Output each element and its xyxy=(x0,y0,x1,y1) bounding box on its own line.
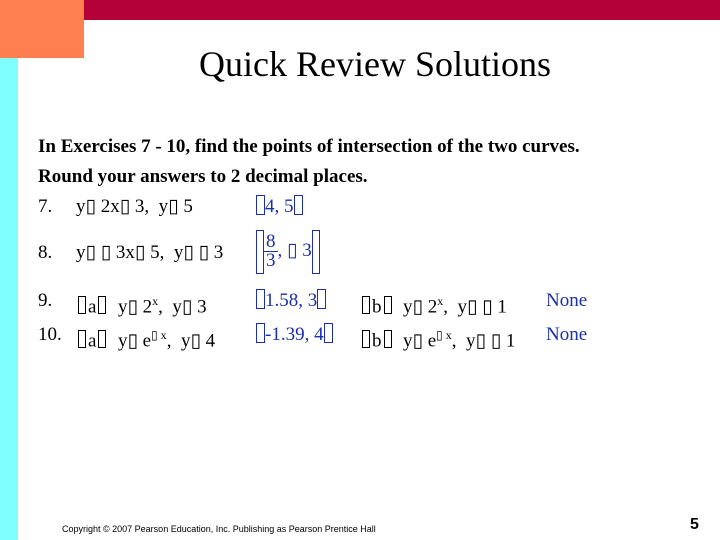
equation-exponent: x xyxy=(152,294,159,308)
placeholder-glyph-icon xyxy=(98,330,106,348)
answer-fraction xyxy=(264,233,278,270)
bracket-icon xyxy=(256,323,265,343)
part-label: a xyxy=(88,330,97,352)
bracket-icon xyxy=(312,230,320,274)
answer-text: -1.39, 4 xyxy=(265,324,324,345)
exercise-8 xyxy=(38,231,678,272)
part-label: b xyxy=(372,296,382,318)
placeholder-glyph-icon xyxy=(384,296,392,314)
exercise-number: 9. xyxy=(38,290,53,311)
part-b-answer: None xyxy=(546,324,588,345)
part-b-equation xyxy=(360,322,515,354)
placeholder-glyph-icon xyxy=(78,296,86,314)
equation-text: y▯ 2 xyxy=(403,296,438,318)
part-b-answer: None xyxy=(546,290,588,311)
exercise-number: 7. xyxy=(38,196,53,217)
page-number: 5 xyxy=(690,516,699,533)
slide-title: Quick Review Solutions xyxy=(199,44,551,84)
exercise-number: 8. xyxy=(38,242,53,263)
bracket-icon xyxy=(256,289,265,309)
part-label: a xyxy=(88,296,97,318)
answer-text: 1.58, 3 xyxy=(265,290,318,311)
bracket-icon xyxy=(256,195,265,215)
answer-text: 4, 5 xyxy=(265,196,294,217)
placeholder-glyph-icon xyxy=(362,296,370,314)
placeholder-glyph-icon xyxy=(78,330,86,348)
equation-text: y▯ 2 xyxy=(117,296,153,318)
equation-exponent: ▯ x xyxy=(151,328,167,342)
answer-text: , ▯ 3 xyxy=(277,240,312,261)
equation-tail: , y▯ ▯ 1 xyxy=(443,296,507,318)
part-b-equation xyxy=(360,288,507,320)
bracket-icon xyxy=(324,323,333,343)
exercise-10 xyxy=(38,322,678,352)
part-a-equation xyxy=(76,288,207,320)
bracket-icon xyxy=(317,289,326,309)
exercise-7 xyxy=(38,194,678,220)
equation-tail: , y▯ 3 xyxy=(158,296,207,318)
exercise-equation: y▯ 2x▯ 3, y▯ 5 xyxy=(76,196,193,217)
equation-text: y▯ e xyxy=(403,330,437,352)
instructions-line-1: In Exercises 7 - 10, find the points of intersection of the two curves. xyxy=(38,136,580,157)
equation-exponent: ▯ x xyxy=(436,328,452,342)
part-a-equation xyxy=(76,322,215,354)
equation-exponent: x xyxy=(437,294,444,308)
copyright-footer: Copyright © 2007 Pearson Education, Inc. Publishing as Pearson Prentice Hall xyxy=(62,524,376,534)
instructions-line-2: Round your answers to 2 decimal places. xyxy=(38,166,368,187)
placeholder-glyph-icon xyxy=(384,330,392,348)
equation-text: y▯ e xyxy=(117,330,152,352)
equation-tail: , y▯ 4 xyxy=(166,330,216,352)
exercise-answer xyxy=(256,226,320,276)
bracket-icon xyxy=(256,230,264,274)
fraction-numerator: 8 xyxy=(266,231,276,253)
fraction-denominator: 3 xyxy=(266,250,276,272)
left-bar xyxy=(0,58,18,540)
placeholder-glyph-icon xyxy=(362,330,370,348)
top-bar xyxy=(84,0,720,20)
placeholder-glyph-icon xyxy=(98,296,106,314)
exercise-number: 10. xyxy=(38,324,62,345)
exercise-answer xyxy=(256,194,303,220)
bracket-icon xyxy=(294,195,303,215)
instructions xyxy=(38,132,580,192)
exercise-9 xyxy=(38,288,678,318)
part-a-answer xyxy=(256,322,333,348)
part-label: b xyxy=(372,330,382,352)
part-a-answer xyxy=(256,288,326,314)
equation-tail: , y▯ ▯ 1 xyxy=(451,330,516,352)
exercise-equation: y▯ ▯ 3x▯ 5, y▯ ▯ 3 xyxy=(76,242,224,263)
